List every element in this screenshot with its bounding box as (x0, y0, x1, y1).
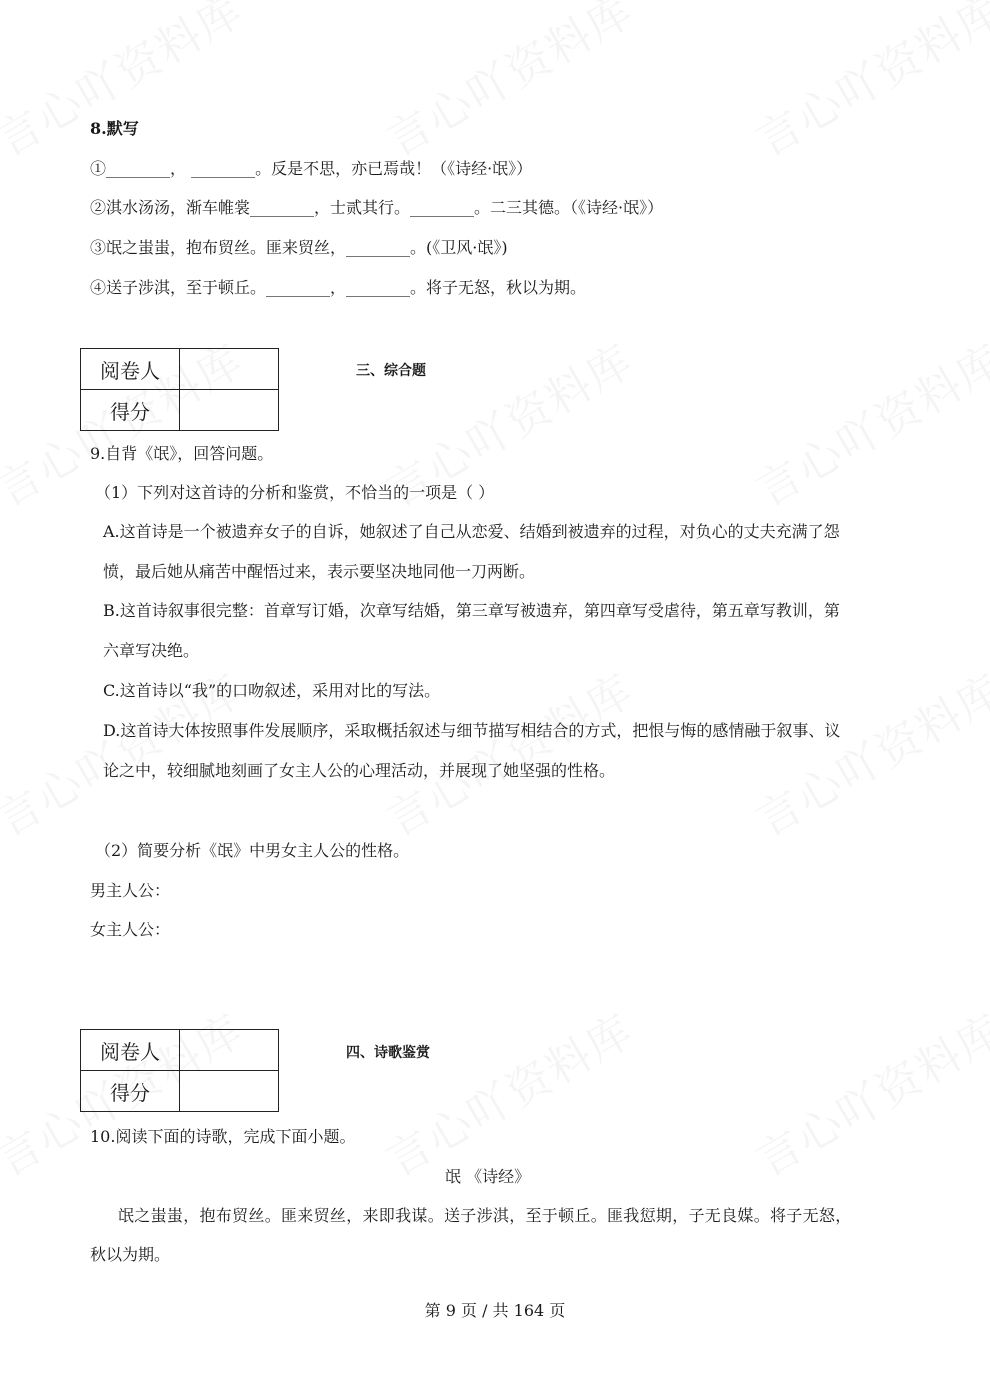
reviewer-label: 阅卷人 (81, 1030, 180, 1071)
watermark (742, 325, 990, 518)
q8-item-2: ②淇水汤汤，渐车帷裳________，士贰其行。________。二三其德。（《诗经·氓》） (90, 198, 664, 217)
reviewer-cell[interactable] (180, 349, 279, 390)
q8-title: 8.默写 (90, 119, 139, 138)
q8-item-3: ③氓之蚩蚩，抱布贸丝。匪来贸丝，________。(《卫风·氓》) (90, 238, 508, 257)
reviewer-cell[interactable] (180, 1030, 279, 1071)
watermark (742, 995, 990, 1188)
poem-line-1: 氓之蚩蚩，抱布贸丝。匪来贸丝，来即我谋。送子涉淇，至于顿丘。匪我愆期，子无良媒。将子无怒， (118, 1206, 852, 1225)
section-title: 三、综合题 (356, 363, 426, 379)
q9-option-b-line1: B.这首诗叙事很完整：首章写订婚，次章写结婚，第三章写被遗弃，第四章写受虐待，第五章写教训，第 (103, 601, 840, 620)
q8-item-1: ①________， ________。反是不思，亦已焉哉！（《诗经·氓》） (90, 159, 533, 178)
q9-option-c: C.这首诗以“我”的口吻叙述，采用对比的写法。 (103, 681, 441, 700)
q9-option-d-line1: D.这首诗大体按照事件发展顺序，采取概括叙述与细节描写相结合的方式，把恨与悔的感情融于叙事、议 (103, 721, 841, 740)
reviewer-label: 阅卷人 (81, 349, 180, 390)
q9-option-d-line2: 论之中，较细腻地刻画了女主人公的心理活动，并展现了她坚强的性格。 (103, 761, 616, 780)
q9-sub1: （1）下列对这首诗的分析和鉴赏，不恰当的一项是（ ） (95, 483, 495, 502)
watermark (0, 0, 254, 169)
score-table (80, 1029, 279, 1112)
score-cell[interactable] (180, 390, 279, 431)
watermark (372, 0, 643, 169)
q8-item-4: ④送子涉淇，至于顿丘。________，________。将子无怒，秋以为期。 (90, 278, 587, 297)
q9-option-a-line2: 愤，最后她从痛苦中醒悟过来，表示要坚决地同他一刀两断。 (103, 562, 536, 581)
q9-sub2: （2）简要分析《氓》中男女主人公的性格。 (95, 841, 410, 860)
q9-female-label: 女主人公： (90, 920, 171, 939)
q9-title: 9.自背《氓》，回答问题。 (90, 444, 274, 463)
q9-option-b-line2: 六章写决绝。 (103, 641, 200, 660)
watermark (372, 995, 643, 1188)
q9-male-label: 男主人公： (90, 881, 171, 900)
section-title: 四、诗歌鉴赏 (346, 1045, 430, 1061)
q10-title: 10.阅读下面的诗歌，完成下面小题。 (90, 1127, 356, 1146)
score-label: 得分 (81, 390, 180, 431)
poem-title: 氓 《诗经》 (445, 1167, 531, 1186)
q9-option-a-line1: A.这首诗是一个被遗弃女子的自诉，她叙述了自己从恋爱、结婚到被遗弃的过程，对负心的丈夫充满了怨 (103, 522, 840, 541)
score-cell[interactable] (180, 1071, 279, 1112)
page-footer: 第 9 页 / 共 164 页 (424, 1301, 566, 1320)
watermark (742, 0, 990, 169)
poem-line-2: 秋以为期。 (90, 1245, 171, 1264)
score-table (80, 348, 279, 431)
score-label: 得分 (81, 1071, 180, 1112)
